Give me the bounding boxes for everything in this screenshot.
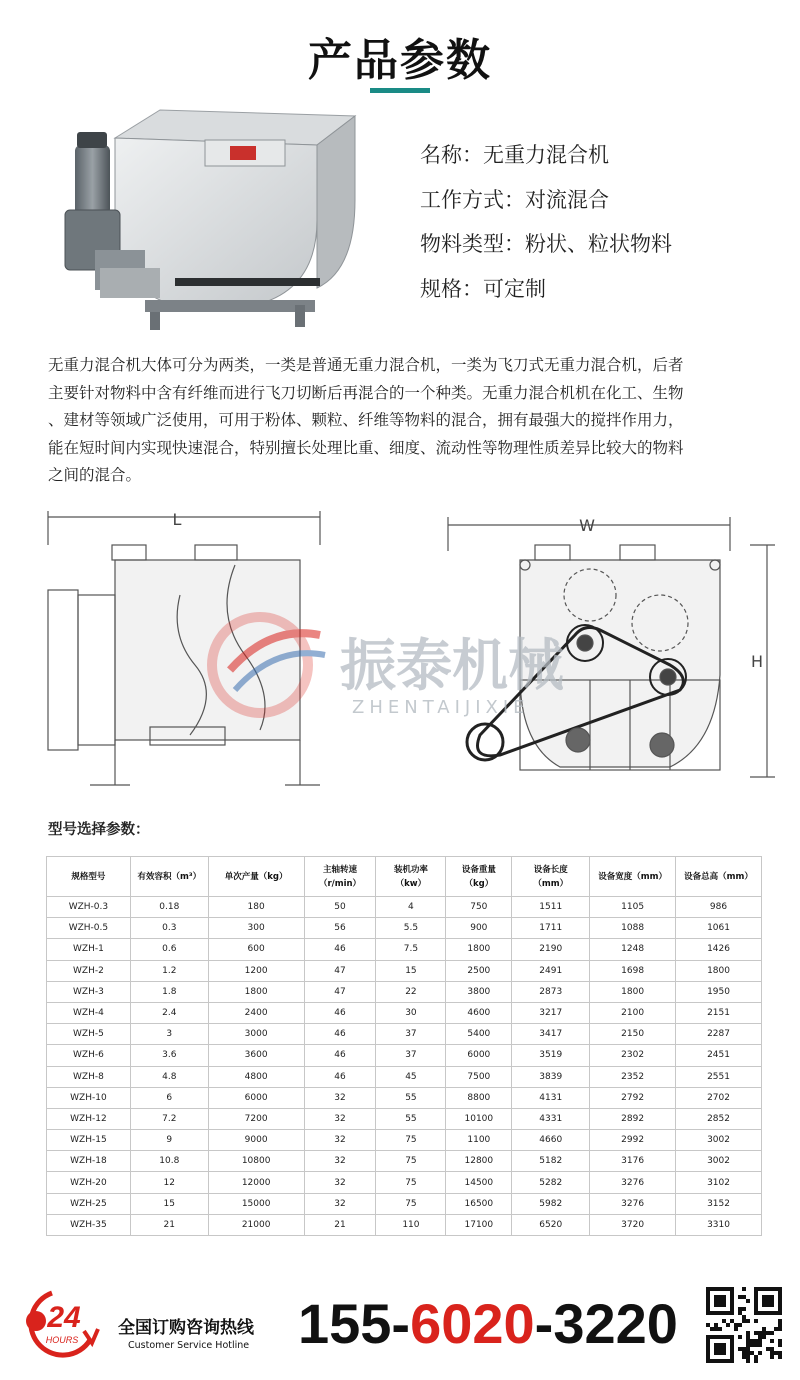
table-cell: 75	[376, 1151, 446, 1172]
table-cell: 32	[304, 1172, 376, 1193]
table-cell: 9	[130, 1130, 208, 1151]
table-cell: 46	[304, 1024, 376, 1045]
table-cell: 7.2	[130, 1108, 208, 1129]
table-cell: 2702	[676, 1087, 762, 1108]
table-cell: 900	[446, 918, 512, 939]
table-cell: 2992	[590, 1130, 676, 1151]
table-cell: 47	[304, 960, 376, 981]
col-speed: 主轴转速 （r/min）	[304, 857, 376, 897]
table-cell: 2100	[590, 1002, 676, 1023]
table-cell: 6520	[512, 1214, 590, 1235]
table-cell: 46	[304, 939, 376, 960]
table-cell: WZH-25	[47, 1193, 131, 1214]
dim-l-label: L	[172, 510, 182, 529]
table-row	[47, 1024, 762, 1045]
col-length: 设备长度 （mm）	[512, 857, 590, 897]
col-weight: 设备重量 （kg）	[446, 857, 512, 897]
hotline-en: Customer Service Hotline	[128, 1340, 250, 1351]
params-table	[46, 856, 762, 1236]
table-cell: 55	[376, 1087, 446, 1108]
table-cell: 5282	[512, 1172, 590, 1193]
24-hours-badge	[12, 1285, 108, 1365]
table-cell: 4	[376, 897, 446, 918]
table-cell: 37	[376, 1045, 446, 1066]
svg-text:24: 24	[47, 1301, 81, 1334]
table-cell: 75	[376, 1130, 446, 1151]
table-row	[47, 1045, 762, 1066]
table-cell: WZH-18	[47, 1151, 131, 1172]
table-cell: 1248	[590, 939, 676, 960]
table-cell: 3102	[676, 1172, 762, 1193]
table-cell: 2400	[208, 1002, 304, 1023]
table-cell: 2352	[590, 1066, 676, 1087]
table-cell: 16500	[446, 1193, 512, 1214]
table-cell: 3002	[676, 1151, 762, 1172]
table-cell: 4660	[512, 1130, 590, 1151]
table-cell: 5982	[512, 1193, 590, 1214]
table-cell: WZH-12	[47, 1108, 131, 1129]
table-cell: 1800	[590, 981, 676, 1002]
qr-code[interactable]	[706, 1287, 782, 1363]
table-cell: 1711	[512, 918, 590, 939]
table-cell: 46	[304, 1002, 376, 1023]
table-cell: 2190	[512, 939, 590, 960]
table-cell: WZH-5	[47, 1024, 131, 1045]
table-cell: 5400	[446, 1024, 512, 1045]
table-cell: WZH-35	[47, 1214, 131, 1235]
table-cell: 1950	[676, 981, 762, 1002]
table-cell: 110	[376, 1214, 446, 1235]
table-cell: WZH-1	[47, 939, 131, 960]
table-cell: 1698	[590, 960, 676, 981]
spec-list	[420, 140, 672, 318]
table-cell: 17100	[446, 1214, 512, 1235]
col-output: 单次产量（kg）	[208, 857, 304, 897]
table-cell: 2551	[676, 1066, 762, 1087]
table-row	[47, 1172, 762, 1193]
table-cell: 5182	[512, 1151, 590, 1172]
title-underline	[370, 88, 430, 93]
table-row	[47, 1002, 762, 1023]
table-cell: WZH-6	[47, 1045, 131, 1066]
table-cell: 1511	[512, 897, 590, 918]
table-cell: 2.4	[130, 1002, 208, 1023]
table-row	[47, 1108, 762, 1129]
table-row	[47, 1087, 762, 1108]
table-cell: 3839	[512, 1066, 590, 1087]
table-cell: 8800	[446, 1087, 512, 1108]
table-cell: 1800	[446, 939, 512, 960]
col-width: 设备宽度（mm）	[590, 857, 676, 897]
col-power: 装机功率 （kw）	[376, 857, 446, 897]
table-cell: 2852	[676, 1108, 762, 1129]
table-cell: 1200	[208, 960, 304, 981]
table-cell: 2792	[590, 1087, 676, 1108]
spec-work-mode: 工作方式：对流混合	[420, 187, 609, 212]
table-cell: 4331	[512, 1108, 590, 1129]
table-cell: 32	[304, 1193, 376, 1214]
table-row	[47, 897, 762, 918]
table-cell: 7200	[208, 1108, 304, 1129]
dim-h-label: H	[750, 652, 763, 671]
table-section-label: 型号选择参数：	[48, 822, 150, 838]
table-cell: 7.5	[376, 939, 446, 960]
table-cell: 5.5	[376, 918, 446, 939]
table-cell: WZH-2	[47, 960, 131, 981]
table-row	[47, 1130, 762, 1151]
table-cell: 2150	[590, 1024, 676, 1045]
table-cell: 15	[376, 960, 446, 981]
table-cell: 3.6	[130, 1045, 208, 1066]
table-cell: 30	[376, 1002, 446, 1023]
table-cell: WZH-8	[47, 1066, 131, 1087]
table-row	[47, 960, 762, 981]
table-cell: 1800	[208, 981, 304, 1002]
table-cell: WZH-10	[47, 1087, 131, 1108]
table-cell: 3276	[590, 1172, 676, 1193]
table-cell: 10.8	[130, 1151, 208, 1172]
table-row	[47, 1151, 762, 1172]
hotline-phone-number[interactable]: 155-6020-3220	[298, 1292, 678, 1355]
table-cell: 3	[130, 1024, 208, 1045]
table-cell: 300	[208, 918, 304, 939]
hotline-cn: 全国订购咨询热线	[118, 1318, 254, 1338]
table-cell: 0.18	[130, 897, 208, 918]
technical-drawing	[30, 505, 780, 795]
table-cell: 750	[446, 897, 512, 918]
table-cell: WZH-15	[47, 1130, 131, 1151]
table-cell: 2451	[676, 1045, 762, 1066]
table-cell: 55	[376, 1108, 446, 1129]
table-cell: 10800	[208, 1151, 304, 1172]
table-cell: 1061	[676, 918, 762, 939]
page-title: 产品参数	[308, 35, 492, 86]
spec-specification: 规格：可定制	[420, 276, 546, 301]
table-cell: 2302	[590, 1045, 676, 1066]
table-cell: 45	[376, 1066, 446, 1087]
table-cell: 7500	[446, 1066, 512, 1087]
col-model: 规格型号	[47, 857, 131, 897]
dim-w-label: W	[579, 516, 595, 535]
table-cell: WZH-0.5	[47, 918, 131, 939]
table-cell: 6000	[208, 1087, 304, 1108]
table-cell: 1.8	[130, 981, 208, 1002]
table-cell: 3720	[590, 1214, 676, 1235]
table-cell: 180	[208, 897, 304, 918]
table-cell: 2491	[512, 960, 590, 981]
table-cell: 12000	[208, 1172, 304, 1193]
table-cell: 32	[304, 1108, 376, 1129]
table-cell: 4131	[512, 1087, 590, 1108]
spec-name: 名称：无重力混合机	[420, 143, 609, 167]
col-height: 设备总高（mm）	[676, 857, 762, 897]
svg-text:HOURS: HOURS	[45, 1335, 79, 1345]
table-cell: 3002	[676, 1130, 762, 1151]
table-cell: 21000	[208, 1214, 304, 1235]
table-cell: 56	[304, 918, 376, 939]
table-cell: 3519	[512, 1045, 590, 1066]
table-cell: 3217	[512, 1002, 590, 1023]
table-cell: 3310	[676, 1214, 762, 1235]
table-cell: 9000	[208, 1130, 304, 1151]
table-cell: 50	[304, 897, 376, 918]
table-cell: 6	[130, 1087, 208, 1108]
table-cell: 2151	[676, 1002, 762, 1023]
table-cell: WZH-20	[47, 1172, 131, 1193]
table-row	[47, 939, 762, 960]
table-cell: 3000	[208, 1024, 304, 1045]
table-cell: 1.2	[130, 960, 208, 981]
table-cell: 22	[376, 981, 446, 1002]
table-cell: 4600	[446, 1002, 512, 1023]
watermark-en: ZHENTAIJIXIE	[352, 697, 530, 718]
table-cell: 3176	[590, 1151, 676, 1172]
table-cell: 46	[304, 1045, 376, 1066]
col-volume: 有效容积（m³）	[130, 857, 208, 897]
table-cell: 75	[376, 1172, 446, 1193]
table-cell: WZH-3	[47, 981, 131, 1002]
table-cell: 32	[304, 1087, 376, 1108]
table-cell: 2500	[446, 960, 512, 981]
table-row	[47, 1214, 762, 1235]
table-cell: 6000	[446, 1045, 512, 1066]
table-cell: 21	[130, 1214, 208, 1235]
table-row	[47, 918, 762, 939]
table-cell: 3800	[446, 981, 512, 1002]
table-cell: 46	[304, 1066, 376, 1087]
table-cell: 3152	[676, 1193, 762, 1214]
table-row	[47, 1066, 762, 1087]
table-cell: 0.6	[130, 939, 208, 960]
table-cell: 2892	[590, 1108, 676, 1129]
table-header-row	[47, 857, 762, 897]
table-cell: 32	[304, 1130, 376, 1151]
table-cell: WZH-0.3	[47, 897, 131, 918]
table-cell: 15000	[208, 1193, 304, 1214]
table-cell: 3417	[512, 1024, 590, 1045]
table-cell: 4800	[208, 1066, 304, 1087]
table-cell: 986	[676, 897, 762, 918]
table-cell: 12800	[446, 1151, 512, 1172]
table-row	[47, 1193, 762, 1214]
phone-icon	[26, 1311, 46, 1331]
table-cell: 1426	[676, 939, 762, 960]
table-cell: 600	[208, 939, 304, 960]
product-description: 无重力混合机大体可分为两类，一类是普通无重力混合机，一类为飞刀式无重力混合机，后者 主要针对物料中含有纤维而进行飞刀切断后再混合的一个种类。无重力混合机机在化工、生物 、建材等领域广泛使用，可用于粉体、颗粒、纤维等物料的混合，拥有最强大的搅拌作用力， 能在短时间内实现快速混合，特别擅长处理比重、细度、流动性等物理性质差异比较大的物料 之间的混合。	[48, 356, 684, 484]
table-cell: 3600	[208, 1045, 304, 1066]
spec-material-type: 物料类型：粉状、粒状物料	[420, 232, 672, 256]
table-cell: 14500	[446, 1172, 512, 1193]
table-cell: 3276	[590, 1193, 676, 1214]
table-cell: 21	[304, 1214, 376, 1235]
table-cell: 2287	[676, 1024, 762, 1045]
table-cell: 1800	[676, 960, 762, 981]
table-row	[47, 981, 762, 1002]
table-cell: 12	[130, 1172, 208, 1193]
watermark-cn: 振泰机械	[340, 634, 564, 699]
table-cell: WZH-4	[47, 1002, 131, 1023]
table-cell: 10100	[446, 1108, 512, 1129]
table-cell: 4.8	[130, 1066, 208, 1087]
table-cell: 0.3	[130, 918, 208, 939]
table-cell: 32	[304, 1151, 376, 1172]
table-cell: 15	[130, 1193, 208, 1214]
table-cell: 37	[376, 1024, 446, 1045]
table-cell: 47	[304, 981, 376, 1002]
machine-photo	[55, 100, 385, 340]
table-cell: 1100	[446, 1130, 512, 1151]
table-cell: 2873	[512, 981, 590, 1002]
table-cell: 1088	[590, 918, 676, 939]
table-cell: 1105	[590, 897, 676, 918]
table-cell: 75	[376, 1193, 446, 1214]
